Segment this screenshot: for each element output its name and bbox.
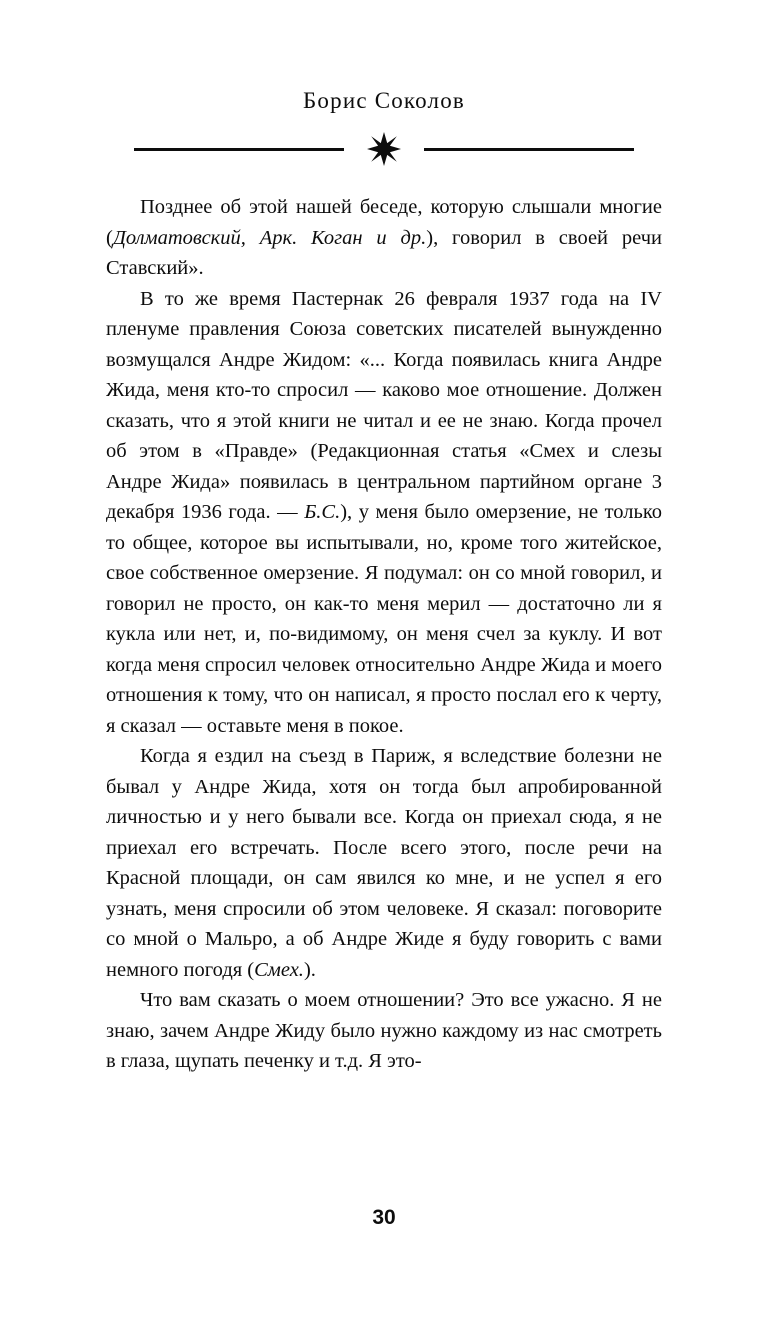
text-run: Позднее об этой нашей беседе, которую слышали многие ( [106, 196, 662, 249]
book-page [0, 88, 768, 1328]
paragraph [106, 284, 662, 742]
text-run: ), говорил в своей речи Ставский». [106, 226, 662, 279]
ornament-rule-right [424, 148, 634, 151]
italic-run: Б.С. [304, 501, 341, 523]
ornament-rule-left [134, 148, 344, 151]
text-run: ). [303, 958, 316, 981]
section-ornament [134, 132, 634, 166]
paragraph [106, 741, 662, 985]
text-run: ), у меня было омерзение, не только то общее, которое вы испытывали, но, кроме того житейское, свое собственное омерзение. Я подумал: он со мной говорил, и говорил не просто, он как-то меня мерил — достаточно ли я кукла или нет, и, по-видимому, он меня счел за куклу. И вот когда меня спросил человек относительно Андре Жида и моего отношения к тому, что он написал, я просто послал его к черту, я сказал — оставьте меня в покое. [106, 501, 662, 737]
text-run: Когда я ездил на съезд в Париж, я вследствие болезни не бывал у Андре Жида, хотя он тогда был апробированной личностью и у него бывали все. Когда он приехал сюда, я не приехал его встречать. После всего этого, после речи на Красной площади, он сам явился ко мне, и не успел я его узнать, меня спросили об этом человеке. Я сказал: поговорите со мной о Мальро, а об Андре Жиде я буду говорить с вами немного погодя ( [106, 745, 662, 981]
paragraph [106, 985, 662, 1077]
italic-run: Смех. [254, 958, 304, 981]
italic-run: Долматовский, Арк. Коган и др. [112, 226, 427, 249]
eight-point-star-icon [367, 132, 401, 166]
text-run: В то же время Пастернак 26 февраля 1937 года на IV пленуме правления Союза советских писателей вынужденно возмущался Андре Жидом: «... Когда появилась книга Андре Жида, меня кто-то спросил — каково мое отношение. Должен сказать, что я этой книги не читал и ее не знаю. Когда прочел об этом в «Правде» (Редакционная статья «Смех и слезы Андре Жида» появилась в центральном партийном органе 3 декабря 1936 года. — [106, 287, 662, 523]
paragraph [106, 192, 662, 284]
text-run: Что вам сказать о моем отношении? Это все ужасно. Я не знаю, зачем Андре Жиду было нужно каждому из нас смотреть в глаза, щупать печенку и т.д. Я это- [106, 989, 662, 1072]
page-number: 30 [372, 1206, 396, 1229]
body-text [106, 192, 662, 1077]
running-head: Борис Соколов [303, 88, 465, 113]
